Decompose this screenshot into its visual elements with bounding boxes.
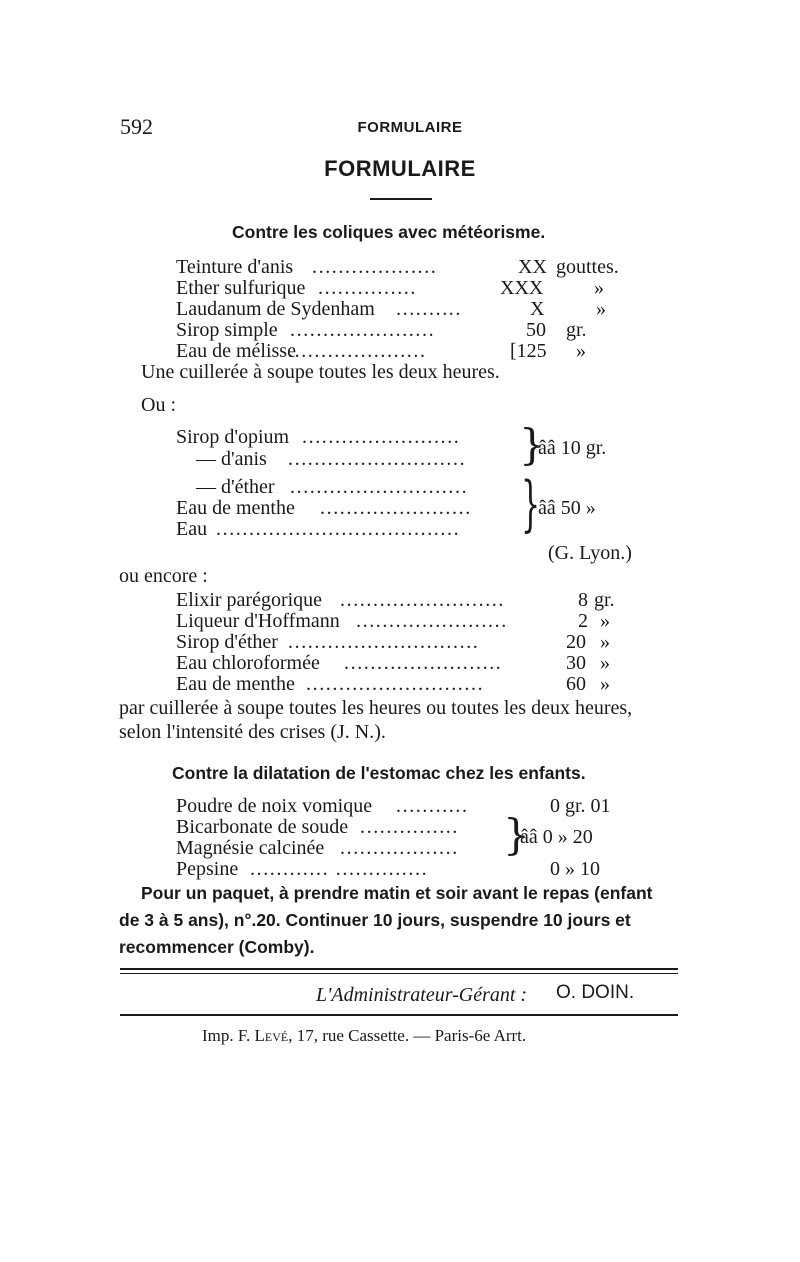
ingredient-qty: 0 » 10 [550,858,600,880]
ingredient-name: Laudanum de Sydenham [176,298,375,320]
curly-brace-icon: } [521,469,541,539]
leader-dots: ........................ [344,652,503,674]
ingredient-qty: 0 gr. 01 [550,795,611,817]
title-rule [370,198,432,200]
imprint-address: , 17, rue Cassette. — Paris-6e Arrt. [288,1026,527,1045]
leader-dots: ........... [396,795,469,817]
leader-dots: ............................. [288,631,480,653]
source-citation: (G. Lyon.) [548,542,632,564]
ingredient-name: Eau chloroformée [176,652,320,674]
section-heading-coliques: Contre les coliques avec météorisme. [232,222,546,242]
group-quantity: ââ 0 » 20 [520,826,593,848]
running-title: FORMULAIRE [357,119,463,136]
ingredient-name: Eau de menthe [176,497,295,519]
group-quantity: ââ 10 gr. [538,437,607,459]
ingredient-qty: 50 [526,319,546,341]
ingredient-qty: 30 [566,652,586,674]
ingredient-unit: gr. [566,319,587,341]
leader-dots: ........................... [290,476,469,498]
ingredient-unit: » [600,652,610,674]
administrator-label: L'Administrateur-Gérant : [316,984,528,1006]
ingredient-qty: 60 [566,673,586,695]
ingredient-name: Elixir parégorique [176,589,323,611]
ingredient-name: Poudre de noix vomique [176,795,373,817]
dosage-instruction: Une cuillerée à soupe toutes les deux heures. [141,361,500,383]
leader-dots: ............... [360,816,459,838]
alternative-label: ou encore : [119,565,208,587]
leader-dots: ................... [312,256,438,278]
ingredient-unit: gouttes. [556,256,619,278]
ingredient-name: Sirop d'éther [176,631,278,653]
ingredient-qty: 8 [578,589,588,611]
ingredient-unit: » [594,277,604,299]
ingredient-name: Eau de menthe [176,673,295,695]
ingredient-qty: XXX [500,277,544,299]
leader-dots: ........................ [302,426,461,448]
ingredient-name: Eau de mélisse [176,340,296,362]
ingredient-name: Liqueur d'Hoffmann [176,610,340,632]
curly-brace-icon: } [519,420,546,469]
paragraph-line: recommencer (Comby). [119,937,315,957]
section-heading-dilatation: Contre la dilatation de l'estomac chez les enfants. [172,763,586,783]
ingredient-name: Ether sulfurique [176,277,306,299]
leader-dots: ....................... [320,497,472,519]
footer-rule [120,1014,678,1016]
ingredient-qty: XX [518,256,547,278]
double-rule-bottom [120,973,678,974]
administrator-name: O. DOIN. [556,982,635,1003]
ingredient-unit: » [600,610,610,632]
leader-dots: ........................... [288,448,467,470]
leader-dots: ..................................... [216,518,461,540]
ingredient-unit: » [596,298,606,320]
ingredient-name: Teinture d'anis [176,256,294,278]
leader-dots: ....................... [356,610,508,632]
imprint-prefix: Imp. F. [202,1026,255,1045]
leader-dots: ...................... [290,319,436,341]
leader-dots: .................. [340,837,459,859]
ingredient-name: Magnésie calcinée [176,837,325,859]
group-quantity: ââ 50 » [538,497,596,519]
dosage-instruction: selon l'intensité des crises (J. N.). [119,721,386,743]
leader-dots: .......... [396,298,462,320]
ingredient-qty: X [530,298,545,320]
curly-brace-icon: } [503,810,530,859]
ingredient-unit: » [576,340,586,362]
leader-dots: ..................... [288,340,427,362]
ingredient-name: — d'éther [196,476,275,498]
leader-dots: ............ .............. [250,858,429,880]
ingredient-unit: » [600,631,610,653]
ingredient-name: — d'anis [196,448,267,470]
ingredient-name: Pepsine [176,858,239,880]
dosage-instruction: par cuillerée à soupe toutes les heures ou toutes les deux heures, [119,697,633,719]
paragraph-line: Pour un paquet, à prendre matin et soir avant le repas (enfant [141,883,653,903]
ingredient-name: Bicarbonate de soude [176,816,349,838]
imprint-line [202,1026,526,1046]
ingredient-name: Sirop d'opium [176,426,290,448]
ingredient-qty: [125 [510,340,547,362]
ingredient-unit: » [600,673,610,695]
imprint-printer: Levé [254,1026,289,1045]
leader-dots: ........................... [306,673,485,695]
alternative-label: Ou : [141,394,176,416]
leader-dots: ............... [318,277,417,299]
ingredient-name: Sirop simple [176,319,278,341]
page-number: 592 [120,114,153,139]
ingredient-qty: 2 [578,610,588,632]
ingredient-name: Eau [176,518,208,540]
page-title: FORMULAIRE [324,156,476,181]
paragraph-line: de 3 à 5 ans), n°.20. Continuer 10 jours, suspendre 10 jours et [119,910,631,930]
ingredient-qty: 20 [566,631,586,653]
leader-dots: ......................... [340,589,505,611]
double-rule-top [120,968,678,970]
ingredient-unit: gr. [594,589,615,611]
